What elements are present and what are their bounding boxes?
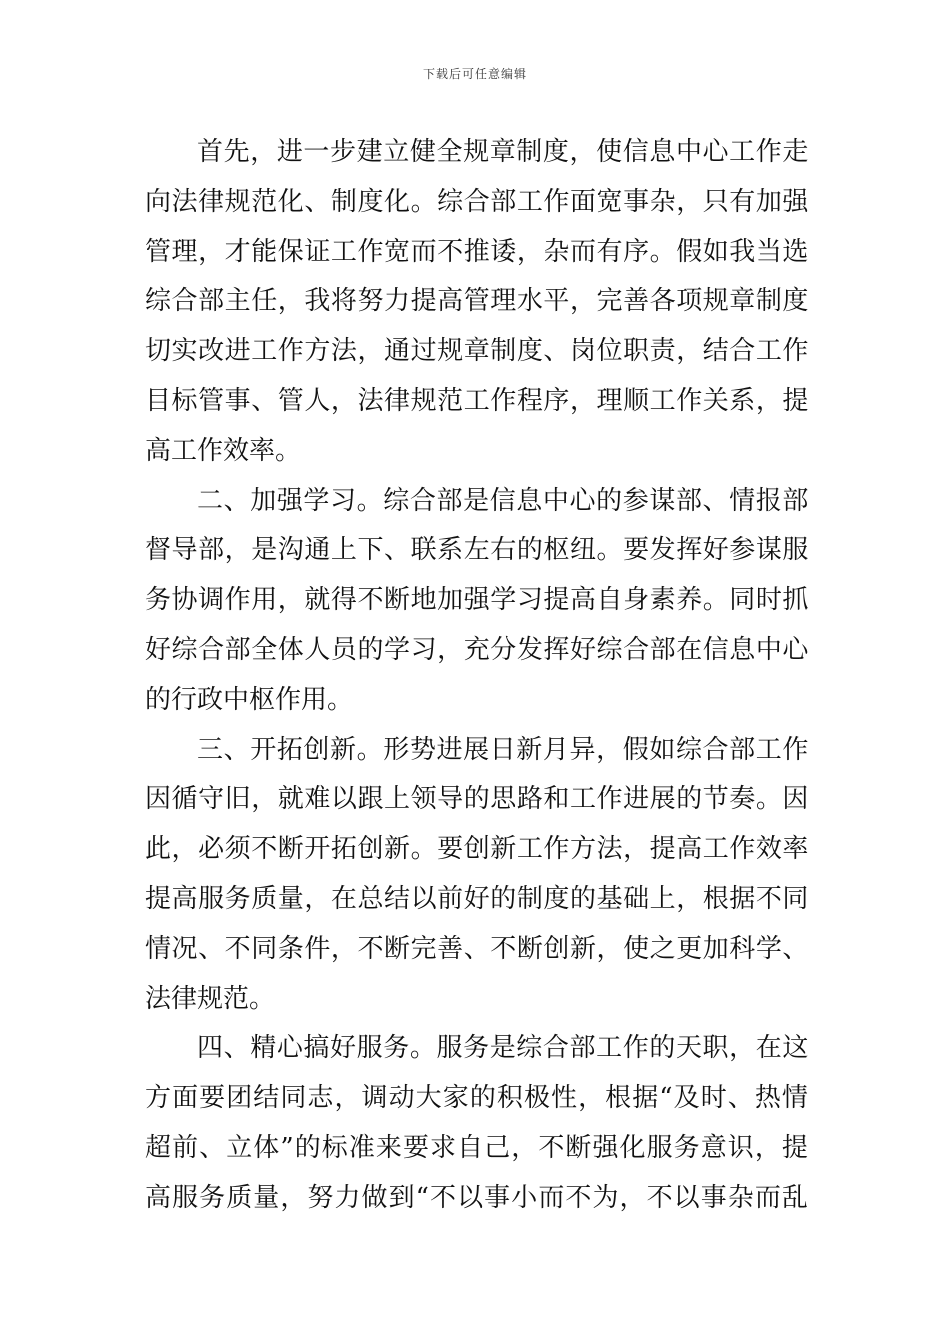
text-line: 综合部主任，我将努力提高管理水平，完善各项规章制度 xyxy=(145,286,809,317)
page-header: 下载后可任意编辑 xyxy=(422,67,527,81)
text-line: 务协调作用，就得不断地加强学习提高自身素养。同时抓 xyxy=(145,585,809,616)
text-line: 的行政中枢作用。 xyxy=(145,684,354,715)
text-line: 首先，进一步建立健全规章制度，使信息中心工作走 xyxy=(197,137,809,167)
text-line: 因循守旧，就难以跟上领导的思路和工作进展的节奏。因 xyxy=(145,784,809,815)
text-line: 四、精心搞好服务。服务是综合部工作的天职，在这 xyxy=(197,1033,809,1064)
text-line: 督导部，是沟通上下、联系左右的枢纽。要发挥好参谋服 xyxy=(145,535,809,566)
text-line: 二、加强学习。综合部是信息中心的参谋部、情报部 xyxy=(197,485,809,516)
text-line: 目标管事、管人，法律规范工作程序，理顺工作关系，提 xyxy=(145,385,809,416)
text-line: 高服务质量，努力做到“不以事小而不为，不以事杂而乱 xyxy=(145,1182,809,1213)
text-line: 管理，才能保证工作宽而不推诿，杂而有序。假如我当选 xyxy=(145,236,809,267)
text-line: 情况、不同条件，不断完善、不断创新，使之更加科学、 xyxy=(145,933,809,964)
text-line: 好综合部全体人员的学习，充分发挥好综合部在信息中心 xyxy=(145,634,809,665)
text-line: 三、开拓创新。形势进展日新月异，假如综合部工作 xyxy=(197,734,809,765)
text-line: 法律规范。 xyxy=(145,983,276,1014)
text-line: 向法律规范化、制度化。综合部工作面宽事杂，只有加强 xyxy=(145,186,809,217)
text-line: 超前、立体”的标准来要求自己，不断强化服务意识，提 xyxy=(145,1132,809,1163)
text-line: 此，必须不断开拓创新。要创新工作方法，提高工作效率 xyxy=(145,834,809,865)
text-line: 切实改进工作方法，通过规章制度、岗位职责，结合工作 xyxy=(145,336,809,367)
document-body xyxy=(145,128,809,1224)
text-line: 高工作效率。 xyxy=(145,435,302,466)
text-line: 提高服务质量，在总结以前好的制度的基础上，根据不同 xyxy=(145,883,809,914)
text-line: 方面要团结同志，调动大家的积极性，根据“及时、热情 xyxy=(145,1083,809,1114)
